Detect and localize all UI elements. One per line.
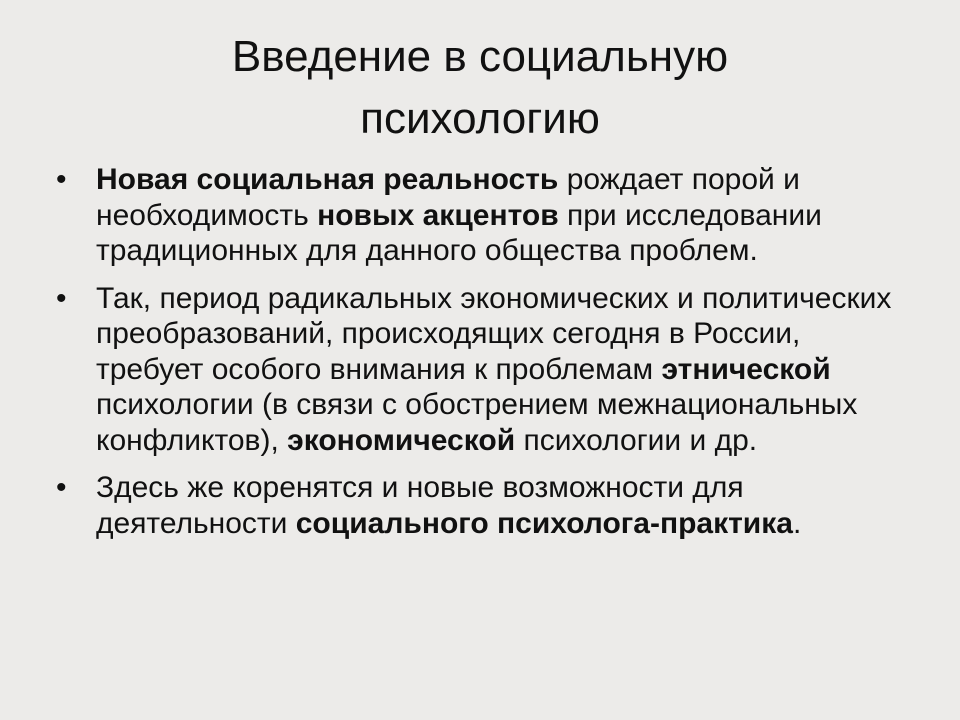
bullet-2-text: Так, период радикальных экономических и политических преобразований, происходящих сегодня в России, требует особого внимания к проблемам — [96, 281, 892, 386]
bullet-3-text: Здесь же коренятся и новые возможности для деятельности — [96, 471, 744, 540]
bullet-icon: • — [56, 471, 67, 504]
bullet-2-bold-text: этнической — [661, 352, 831, 386]
bullet-1-bold-text: Новая социальная реальность — [96, 163, 559, 196]
slide-title — [90, 26, 870, 150]
bullet-icon: • — [56, 163, 67, 196]
bullet-2-bold-text: экономической — [287, 423, 516, 457]
bullet-1-text: рождает порой и необходимость — [96, 163, 800, 232]
bullet-icon: • — [56, 281, 67, 315]
bullet-item-2 — [56, 281, 916, 459]
bullet-item-1 — [56, 162, 916, 269]
bullet-3-text: . — [792, 506, 802, 540]
bullet-1-bold-text: новых акцентов — [317, 198, 559, 232]
bullet-2-text: психологии и др. — [515, 423, 758, 457]
bullet-3-bold-text: социального психолога-практика — [295, 506, 793, 540]
title-line-2: психологию — [360, 94, 600, 143]
bullet-2-text: психологии (в связи с обострением межнациональных конфликтов), — [96, 388, 858, 457]
bullet-1-text: при исследовании традиционных для данного общества проблем. — [96, 198, 822, 267]
bullet-item-3 — [56, 470, 916, 541]
bullet-list — [56, 162, 916, 553]
title-line-1: Введение в социальную — [231, 32, 729, 81]
